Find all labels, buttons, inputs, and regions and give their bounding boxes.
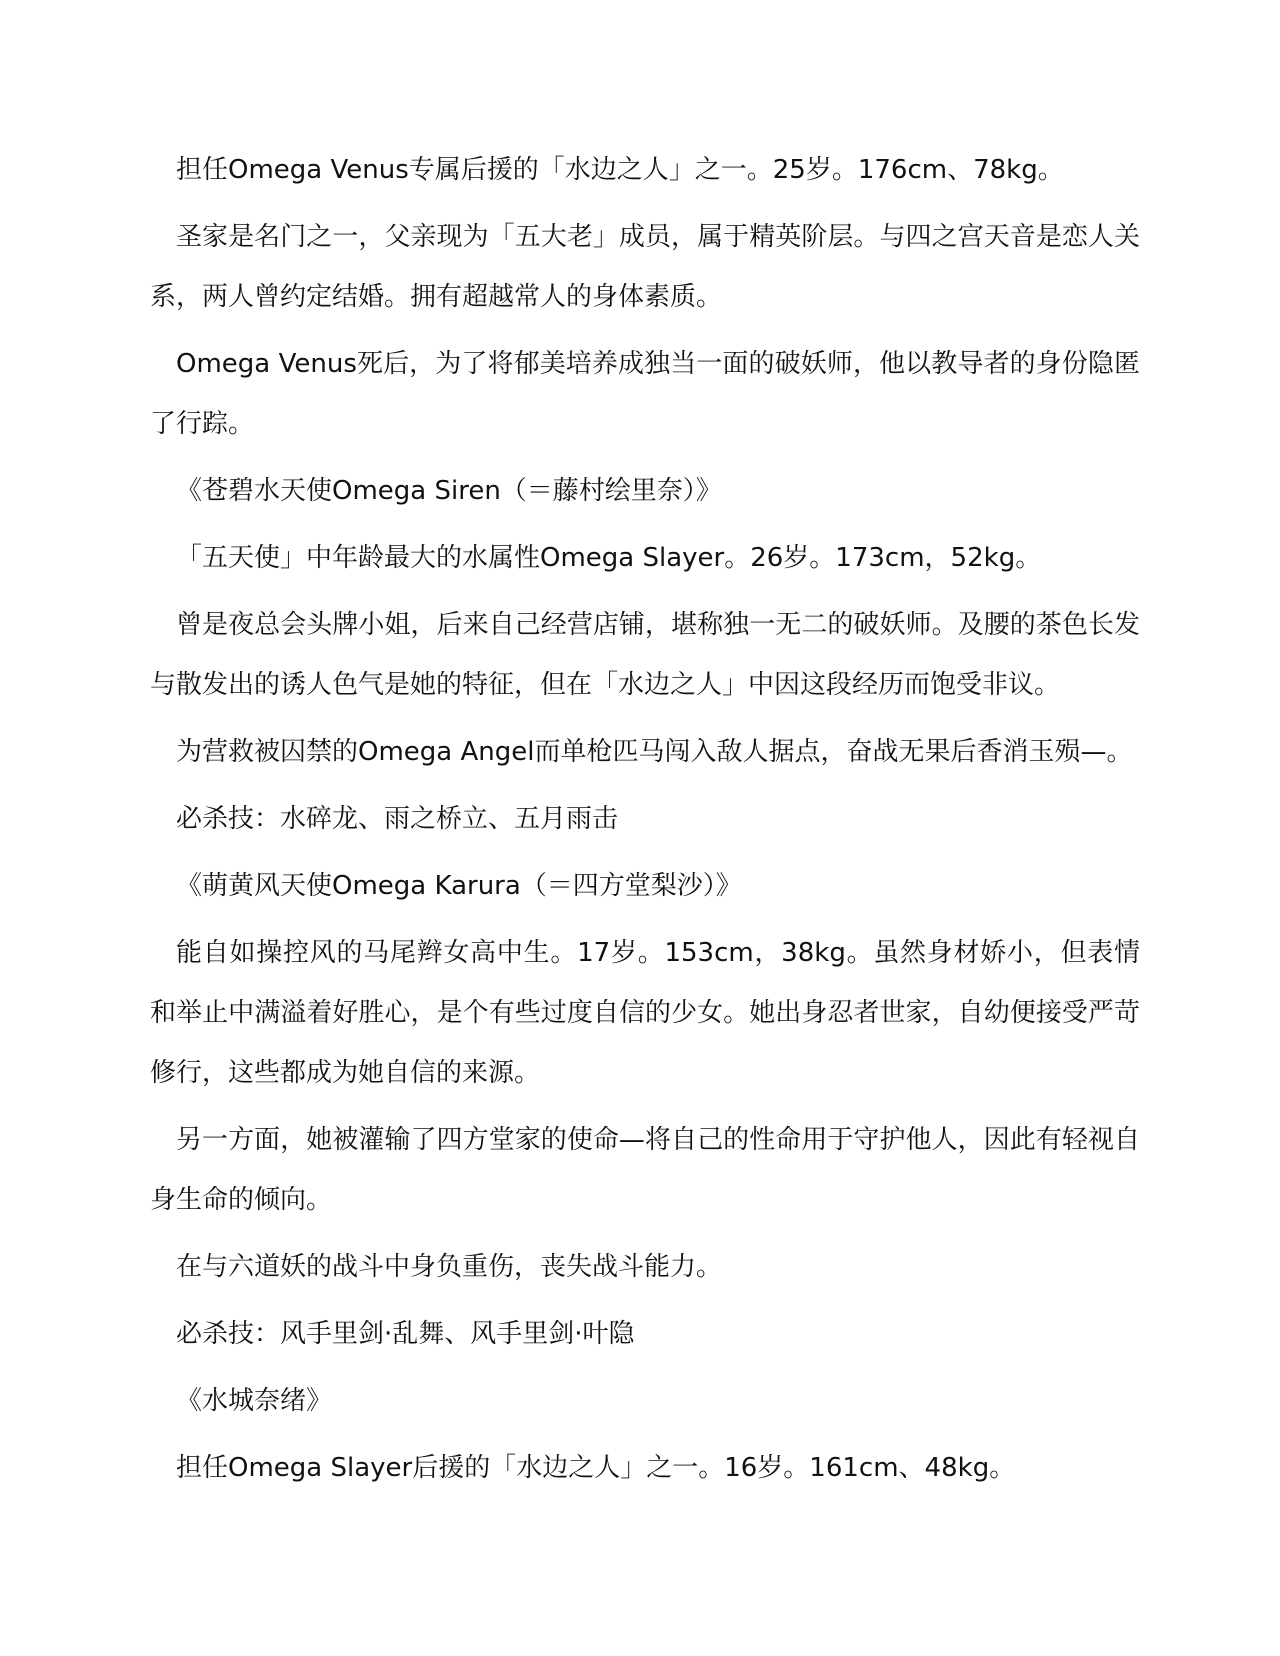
paragraph: 担任Omega Venus专属后援的「水边之人」之一。25岁。176cm、78kg。 bbox=[176, 155, 1064, 185]
paragraph: 必杀技：风手里剑·乱舞、风手里剑·叶隐 bbox=[176, 1319, 635, 1349]
paragraph: 另一方面，她被灌输了四方堂家的使命—将自己的性命用于守护他人，因此有轻视自身生命的倾向。 bbox=[150, 1125, 1140, 1215]
paragraph: 能自如操控风的马尾辫女高中生。17岁。153cm，38kg。虽然身材娇小，但表情和举止中满溢着好胜心，是个有些过度自信的少女。她出身忍者世家，自幼便接受严苛修行，这些都成为她自信的来源。 bbox=[150, 938, 1140, 1088]
paragraph: 在与六道妖的战斗中身负重伤，丧失战斗能力。 bbox=[176, 1252, 723, 1282]
paragraph: 圣家是名门之一，父亲现为「五大老」成员，属于精英阶层。与四之宫天音是恋人关系，两人曾约定结婚。拥有超越常人的身体素质。 bbox=[150, 222, 1140, 312]
paragraph: 「五天使」中年龄最大的水属性Omega Slayer。26岁。173cm，52kg。 bbox=[176, 543, 1042, 573]
paragraph: 为营救被囚禁的Omega Angel而单枪匹马闯入敌人据点，奋战无果后香消玉殒—。 bbox=[176, 737, 1133, 767]
paragraph: Omega Venus死后，为了将郁美培养成独当一面的破妖师，他以教导者的身份隐匿了行踪。 bbox=[150, 349, 1140, 439]
paragraph: 曾是夜总会头牌小姐，后来自己经营店铺，堪称独一无二的破妖师。及腰的茶色长发与散发出的诱人色气是她的特征，但在「水边之人」中因这段经历而饱受非议。 bbox=[150, 610, 1140, 700]
paragraph: 必杀技：水碎龙、雨之桥立、五月雨击 bbox=[176, 804, 619, 834]
section-heading: 《苍碧水天使Omega Siren（＝藤村绘里奈）》 bbox=[176, 476, 722, 506]
section-heading: 《萌黄风天使Omega Karura（＝四方堂梨沙）》 bbox=[176, 871, 742, 901]
section-heading: 《水城奈绪》 bbox=[176, 1386, 333, 1416]
document-body bbox=[150, 140, 1140, 1505]
paragraph: 担任Omega Slayer后援的「水边之人」之一。16岁。161cm、48kg。 bbox=[176, 1453, 1016, 1483]
